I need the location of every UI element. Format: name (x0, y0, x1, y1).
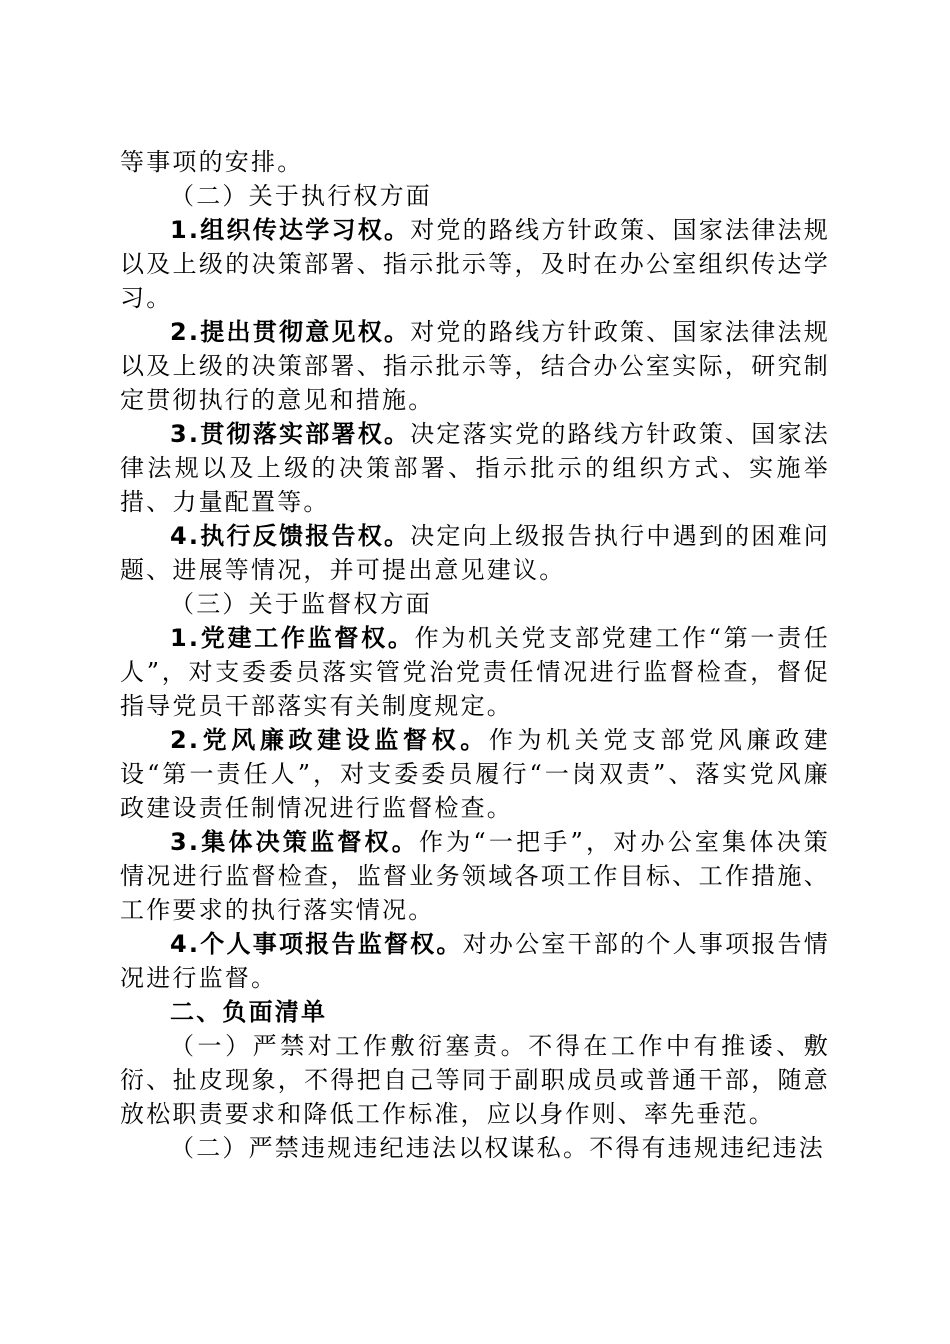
section-heading-execution: （二）关于执行权方面 (170, 182, 432, 210)
item-body: 对办公室干部的个人事项报告情况进行监督。 (120, 930, 830, 992)
execution-item-3 (120, 417, 830, 519)
item-number: 1. (170, 216, 201, 244)
item-title: 提出贯彻意见权。 (200, 318, 411, 346)
item-body: 作为机关党支部党风廉政建设“第一责任人”，对支委委员履行“一岗双责”、落实党风廉政建设责任制情况进行监督检查。 (120, 726, 830, 822)
item-number: 4. (170, 522, 201, 550)
item-title: 贯彻落实部署权。 (200, 420, 411, 448)
execution-item-4 (120, 519, 830, 587)
supervision-item-4 (120, 927, 830, 995)
item-body: 决定向上级报告执行中遇到的困难问题、进展等情况，并可提出意见建议。 (120, 522, 830, 584)
item-title: 党建工作监督权。 (200, 624, 415, 652)
section-heading-supervision: （三）关于监督权方面 (170, 590, 432, 618)
supervision-item-1 (120, 621, 830, 723)
item-title: 组织传达学习权。 (200, 216, 411, 244)
item-number: 1. (170, 624, 201, 652)
item-body: 对党的路线方针政策、国家法律法规以及上级的决策部署、指示批示等，及时在办公室组织传达学习。 (120, 216, 830, 312)
section-heading-negative-list: 二、负面清单 (170, 998, 328, 1026)
item-number: 3. (170, 420, 201, 448)
item-number: 2. (170, 726, 201, 754)
item-body: 对党的路线方针政策、国家法律法规以及上级的决策部署、指示批示等，结合办公室实际，研究制定贯彻执行的意见和措施。 (120, 318, 830, 414)
document-page (120, 145, 830, 1165)
item-body: 作为机关党支部党建工作“第一责任人”，对支委委员落实管党治党责任情况进行监督检查，督促指导党员干部落实有关制度规定。 (120, 624, 831, 720)
paragraph-continuation: 等事项的安排。 (120, 148, 304, 176)
negative-item-1: （一）严禁对工作敷衍塞责。不得在工作中有推诿、敷衍、扯皮现象，不得把自己等同于副职成员或普通干部，随意放松职责要求和降低工作标准，应以身作则、率先垂范。 (120, 1032, 830, 1128)
execution-item-2 (120, 315, 830, 417)
item-number: 3. (170, 828, 201, 856)
execution-item-1 (120, 213, 830, 315)
supervision-item-2 (120, 723, 830, 825)
item-title: 个人事项报告监督权。 (200, 930, 463, 958)
item-title: 执行反馈报告权。 (200, 522, 411, 550)
negative-item-2: （二）严禁违规违纪违法以权谋私。不得有违规违纪违法 (170, 1134, 825, 1162)
item-body: 作为“一把手”，对办公室集体决策情况进行监督检查，监督业务领域各项工作目标、工作措施、工作要求的执行落实情况。 (120, 828, 830, 924)
item-number: 2. (170, 318, 201, 346)
item-title: 党风廉政建设监督权。 (200, 726, 489, 754)
item-title: 集体决策监督权。 (200, 828, 419, 856)
item-number: 4. (170, 930, 201, 958)
item-body: 决定落实党的路线方针政策、国家法律法规以及上级的决策部署、指示批示的组织方式、实施举措、力量配置等。 (120, 420, 830, 516)
supervision-item-3 (120, 825, 830, 927)
